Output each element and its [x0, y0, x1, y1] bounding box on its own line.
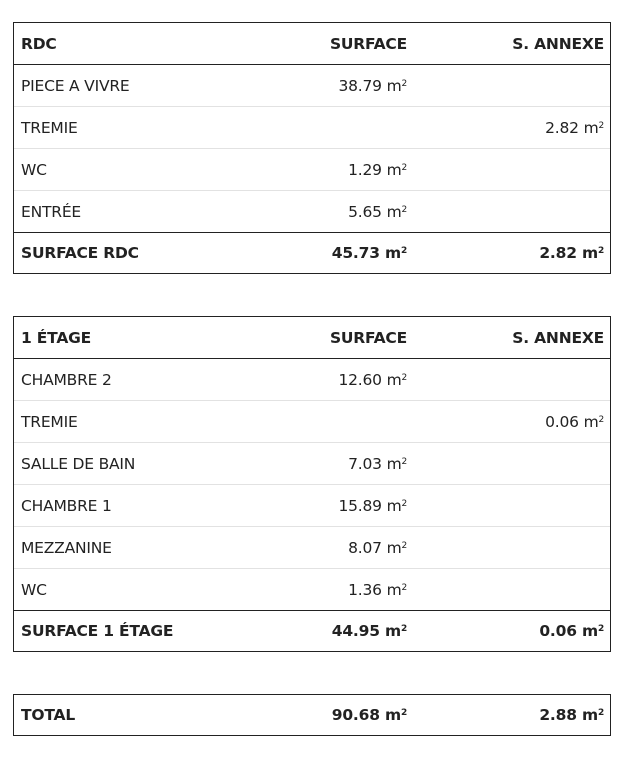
room-name: TREMIE	[21, 412, 78, 431]
etage-footer-annexe: 0.06 $m^2$	[539, 622, 604, 640]
room-name: SALLE DE BAIN	[21, 454, 136, 473]
total-surface: 90.68 $m^2$	[331, 706, 407, 724]
rdc-footer-surface: 45.73 $m^2$	[331, 244, 407, 262]
total-annexe: 2.88 $m^2$	[539, 706, 604, 724]
room-name: CHAMBRE 2	[21, 370, 112, 389]
room-surface: 1.36 $m^2$	[348, 580, 407, 599]
rdc-footer-row	[14, 232, 610, 273]
rdc-header-surface: SURFACE	[329, 34, 407, 53]
table-row	[14, 64, 610, 106]
table-row	[14, 400, 610, 442]
room-name: ENTRÉE	[21, 202, 82, 221]
room-surface: 8.07 $m^2$	[348, 538, 407, 557]
room-annexe: 2.82 $m^2$	[545, 118, 604, 137]
room-surface: 7.03 $m^2$	[348, 454, 407, 473]
etage-table	[13, 316, 611, 652]
rdc-table	[13, 22, 611, 274]
room-name: CHAMBRE 1	[21, 496, 112, 515]
total-name: TOTAL	[21, 706, 75, 724]
rdc-header-name: RDC	[21, 34, 57, 53]
rdc-footer-annexe: 2.82 $m^2$	[539, 244, 604, 262]
total-row	[14, 695, 610, 735]
etage-footer-row	[14, 610, 610, 651]
room-surface: 15.89 $m^2$	[338, 496, 407, 515]
table-row	[14, 358, 610, 400]
etage-footer-name: SURFACE 1 ÉTAGE	[21, 622, 174, 640]
rdc-footer-name: SURFACE RDC	[21, 244, 139, 262]
table-row	[14, 106, 610, 148]
room-name: PIECE A VIVRE	[21, 76, 130, 95]
room-name: WC	[21, 580, 47, 599]
room-annexe: 0.06 $m^2$	[545, 412, 604, 431]
etage-footer-surface: 44.95 $m^2$	[331, 622, 407, 640]
table-row	[14, 568, 610, 610]
room-surface: 12.60 $m^2$	[338, 370, 407, 389]
room-surface: 1.29 $m^2$	[348, 160, 407, 179]
rdc-header-annexe: S. ANNEXE	[512, 34, 604, 53]
room-name: TREMIE	[21, 118, 78, 137]
room-surface: 5.65 $m^2$	[348, 202, 407, 221]
room-name: MEZZANINE	[21, 538, 112, 557]
etage-header-name: 1 ÉTAGE	[21, 328, 92, 347]
etage-header-row	[14, 317, 610, 358]
room-name: WC	[21, 160, 47, 179]
room-surface: 38.79 $m^2$	[338, 76, 407, 95]
table-row	[14, 190, 610, 232]
rdc-header-row	[14, 23, 610, 64]
total-table	[13, 694, 611, 736]
table-row	[14, 484, 610, 526]
table-row	[14, 148, 610, 190]
table-row	[14, 526, 610, 568]
etage-header-surface: SURFACE	[329, 328, 407, 347]
etage-header-annexe: S. ANNEXE	[512, 328, 604, 347]
table-row	[14, 442, 610, 484]
